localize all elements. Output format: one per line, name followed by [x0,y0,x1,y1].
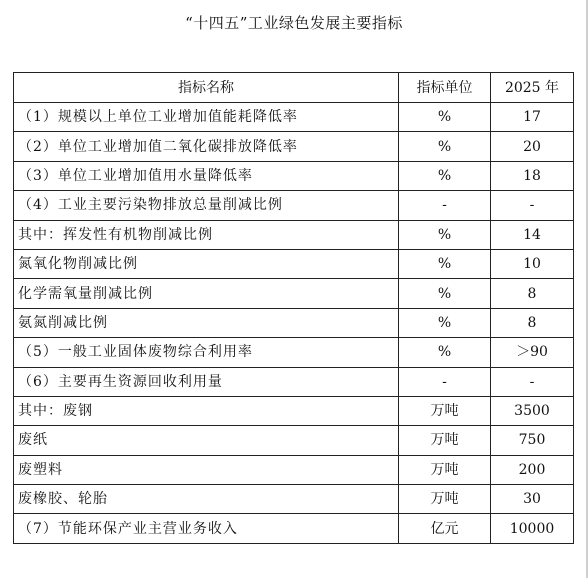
table-row [14,103,574,132]
indicator-name: （7）节能环保产业主营业务收入 [14,514,399,543]
indicator-name: 氨氮削减比例 [14,308,399,337]
indicator-unit: 万吨 [399,426,491,455]
indicator-value: 10 [491,249,574,278]
indicator-name: （1）规模以上单位工业增加值能耗降低率 [14,103,399,132]
indicator-name: （5）一般工业固体废物综合利用率 [14,338,399,367]
indicator-name: 废纸 [14,426,399,455]
header-unit: 指标单位 [399,73,491,103]
indicator-value: 10000 [491,514,574,543]
indicator-name: 废塑料 [14,455,399,484]
table-row [14,485,574,514]
indicator-unit: - [399,191,491,220]
table-row [14,249,574,278]
indicator-value: 3500 [491,396,574,425]
indicator-value: - [491,367,574,396]
table-header-row [14,73,574,103]
table-row [14,191,574,220]
header-value: 2025 年 [491,73,574,103]
indicator-unit: 万吨 [399,455,491,484]
table-row [14,514,574,543]
table-row [14,308,574,337]
indicator-unit: % [399,279,491,308]
table-row [14,279,574,308]
indicator-name: 其中：挥发性有机物削减比例 [14,220,399,249]
table-row [14,455,574,484]
table-row [14,367,574,396]
indicator-name: 废橡胶、轮胎 [14,485,399,514]
indicator-name: （4）工业主要污染物排放总量削减比例 [14,191,399,220]
indicator-name: （3）单位工业增加值用水量降低率 [14,161,399,190]
indicator-name: 氮氧化物削减比例 [14,249,399,278]
page-title: “十四五”工业绿色发展主要指标 [185,14,403,32]
table-row [14,220,574,249]
indicator-value: 30 [491,485,574,514]
indicator-unit: % [399,161,491,190]
table-row [14,161,574,190]
table-row [14,396,574,425]
indicator-unit: % [399,249,491,278]
indicator-unit: 万吨 [399,485,491,514]
indicator-unit: % [399,338,491,367]
table-row [14,338,574,367]
indicator-unit: % [399,220,491,249]
indicator-name: 其中：废钢 [14,396,399,425]
indicator-unit: - [399,367,491,396]
indicator-value: 8 [491,279,574,308]
indicator-name: 化学需氧量削减比例 [14,279,399,308]
header-name: 指标名称 [14,73,399,103]
indicator-name: （6）主要再生资源回收利用量 [14,367,399,396]
indicator-value: 750 [491,426,574,455]
indicators-table [13,72,574,544]
indicator-value: ＞90 [491,338,574,367]
indicator-name: （2）单位工业增加值二氧化碳排放降低率 [14,132,399,161]
indicator-value: 18 [491,161,574,190]
indicator-value: 17 [491,103,574,132]
table-row [14,132,574,161]
table-row [14,426,574,455]
indicator-unit: 亿元 [399,514,491,543]
indicator-value: - [491,191,574,220]
indicator-unit: % [399,103,491,132]
indicator-value: 20 [491,132,574,161]
indicator-value: 8 [491,308,574,337]
indicator-value: 200 [491,455,574,484]
indicator-unit: 万吨 [399,396,491,425]
indicator-value: 14 [491,220,574,249]
indicator-unit: % [399,132,491,161]
indicator-unit: % [399,308,491,337]
